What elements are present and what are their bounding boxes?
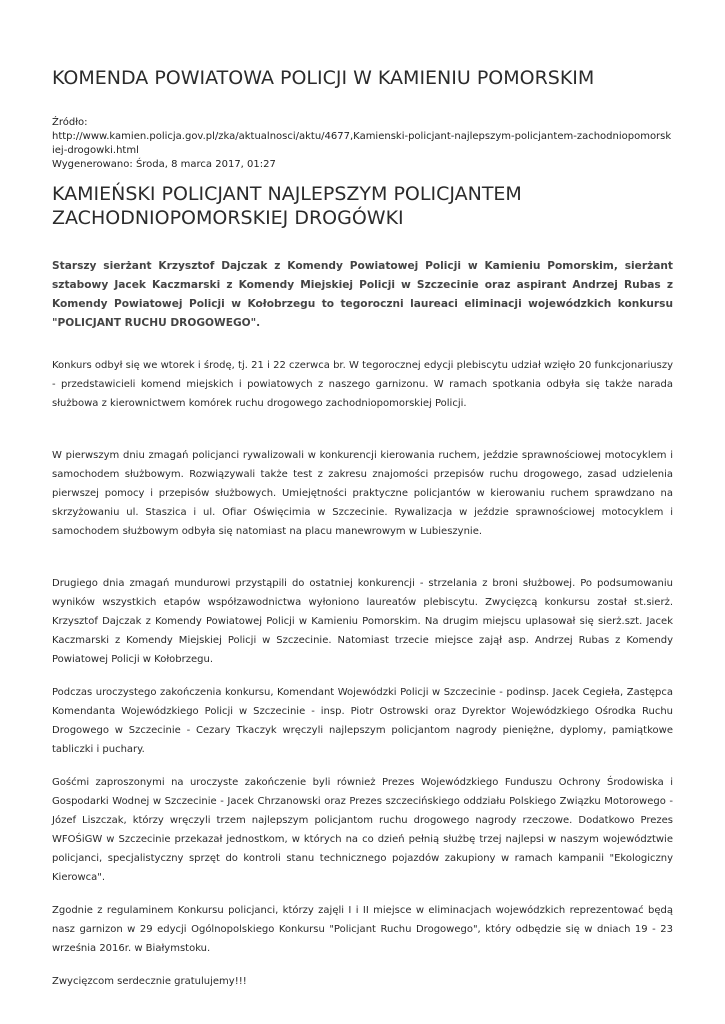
article-paragraph-1: Konkurs odbył się we wtorek i środę, tj. 21 i 22 czerwca br. W tegorocznej edycji plebiscytu udział wzięło 20 funkcjonariuszy - przedstawicieli komend miejskich i powiatowych z naszego garnizonu. W ramach spotkania odbyła się także narada służbowa z kierownictwem komórek ruchu drogowego zachodniopomorskiej Policji.	[52, 360, 673, 409]
source-label: Źródło:	[52, 117, 88, 128]
generated-date: Wygenerowano: Środa, 8 marca 2017, 01:27	[52, 159, 276, 170]
article-paragraph-5: Gośćmi zaproszonymi na uroczyste zakończenie byli również Prezes Wojewódzkiego Funduszu Ochrony Środowiska i Gospodarki Wodnej w Szczecinie - Jacek Chrzanowski oraz Prezes szczecińskiego oddziału Polskiego Związku Motorowego - Józef Liszczak, którzy wręczyli trzem najlepszym policjantom ruchu drogowego nagrody rzeczowe. Dodatkowo Prezes WFOŚiGW w Szczecinie przekazał jednostkom, w których na co dzień pełnią służbę trzej najlepsi w naszym województwie policjanci, specjalistyczny sprzęt do kontroli stanu technicznego pojazdów zakupiony w ramach kampanii "Ekologiczny Kierowca".	[52, 777, 673, 883]
article-title: KAMIEŃSKI POLICJANT NAJLEPSZYM POLICJANTEM ZACHODNIOPOMORSKIEJ DROGÓWKI	[52, 183, 522, 229]
source-url[interactable]: http://www.kamien.policja.gov.pl/zka/aktualnosci/aktu/4677,Kamienski-policjant-najlepszym-policjantem-zachodniopomorskiej-drogowki.html	[52, 131, 672, 156]
article-paragraph-7: Zwycięzcom serdecznie gratulujemy!!!	[52, 976, 247, 987]
paragraph-spacer	[52, 958, 673, 972]
article-paragraph-3: Drugiego dnia zmagań mundurowi przystąpili do ostatniej konkurencji - strzelania z broni służbowej. Po podsumowaniu wyników wszystkich etapów współzawodnictwa wyłoniono laureatów plebiscytu. Zwycięzcą konkursu został st.sierż. Krzysztof Dajczak z Komendy Powiatowej Policji w Kamieniu Pomorskim. Na drugim miejscu uplasował się sierż.szt. Jacek Kaczmarski z Komendy Miejskiej Policji w Szczecinie. Natomiast trzecie miejsce zajął asp. Andrzej Rubas z Komendy Powiatowej Policji w Kołobrzegu.	[52, 578, 673, 665]
article-lead: Starszy sierżant Krzysztof Dajczak z Komendy Powiatowej Policji w Kamieniu Pomorskim, sierżant sztabowy Jacek Kaczmarski z Komendy Miejskiej Policji w Szczecinie oraz aspirant Andrzej Rubas z Komendy Powiatowej Policji w Kołobrzegu to tegoroczni laureaci eliminacji wojewódzkich konkursu "POLICJANT RUCHU DROGOWEGO".	[52, 260, 673, 329]
article-body	[52, 257, 673, 991]
paragraph-spacer	[52, 541, 673, 574]
paragraph-spacer	[52, 413, 673, 446]
paragraph-spacer	[52, 669, 673, 683]
source-meta	[52, 116, 673, 172]
site-title: KOMENDA POWIATOWA POLICJI W KAMIENIU POMORSKIM	[52, 67, 595, 89]
article-paragraph-4: Podczas uroczystego zakończenia konkursu, Komendant Wojewódzki Policji w Szczecinie - podinsp. Jacek Cegieła, Zastępca Komendanta Wojewódzkiego Policji w Szczecinie - insp. Piotr Ostrowski oraz Dyrektor Wojewódzkiego Ośrodka Ruchu Drogowego w Szczecinie - Cezary Tkaczyk wręczyli najlepszym policjantom nagrody pieniężne, dyplomy, pamiątkowe tabliczki i puchary.	[52, 687, 673, 755]
article-paragraph-2: W pierwszym dniu zmagań policjanci rywalizowali w konkurencji kierowania ruchem, jeździe sprawnościowej motocyklem i samochodem służbowym. Rozwiązywali także test z zakresu znajomości przepisów ruchu drogowego, zasad udzielenia pierwszej pomocy i przepisów służbowych. Umiejętności praktyczne policjantów w kierowaniu ruchem sprawdzano na skrzyżowaniu ul. Staszica i ul. Ofiar Oświęcimia w Szczecinie. Rywalizacja w jeździe sprawnościowej motocyklem i samochodem służbowym odbyła się natomiast na placu manewrowym w Lubieszynie.	[52, 450, 673, 537]
article-paragraph-6: Zgodnie z regulaminem Konkursu policjanci, którzy zajęli I i II miejsce w eliminacjach wojewódzkich reprezentować będą nasz garnizon w 29 edycji Ogólnopolskiego Konkursu "Policjant Ruchu Drogowego", który odbędzie się w dniach 19 - 23 września 2016r. w Białymstoku.	[52, 905, 673, 954]
paragraph-spacer	[52, 759, 673, 773]
paragraph-spacer	[52, 887, 673, 901]
